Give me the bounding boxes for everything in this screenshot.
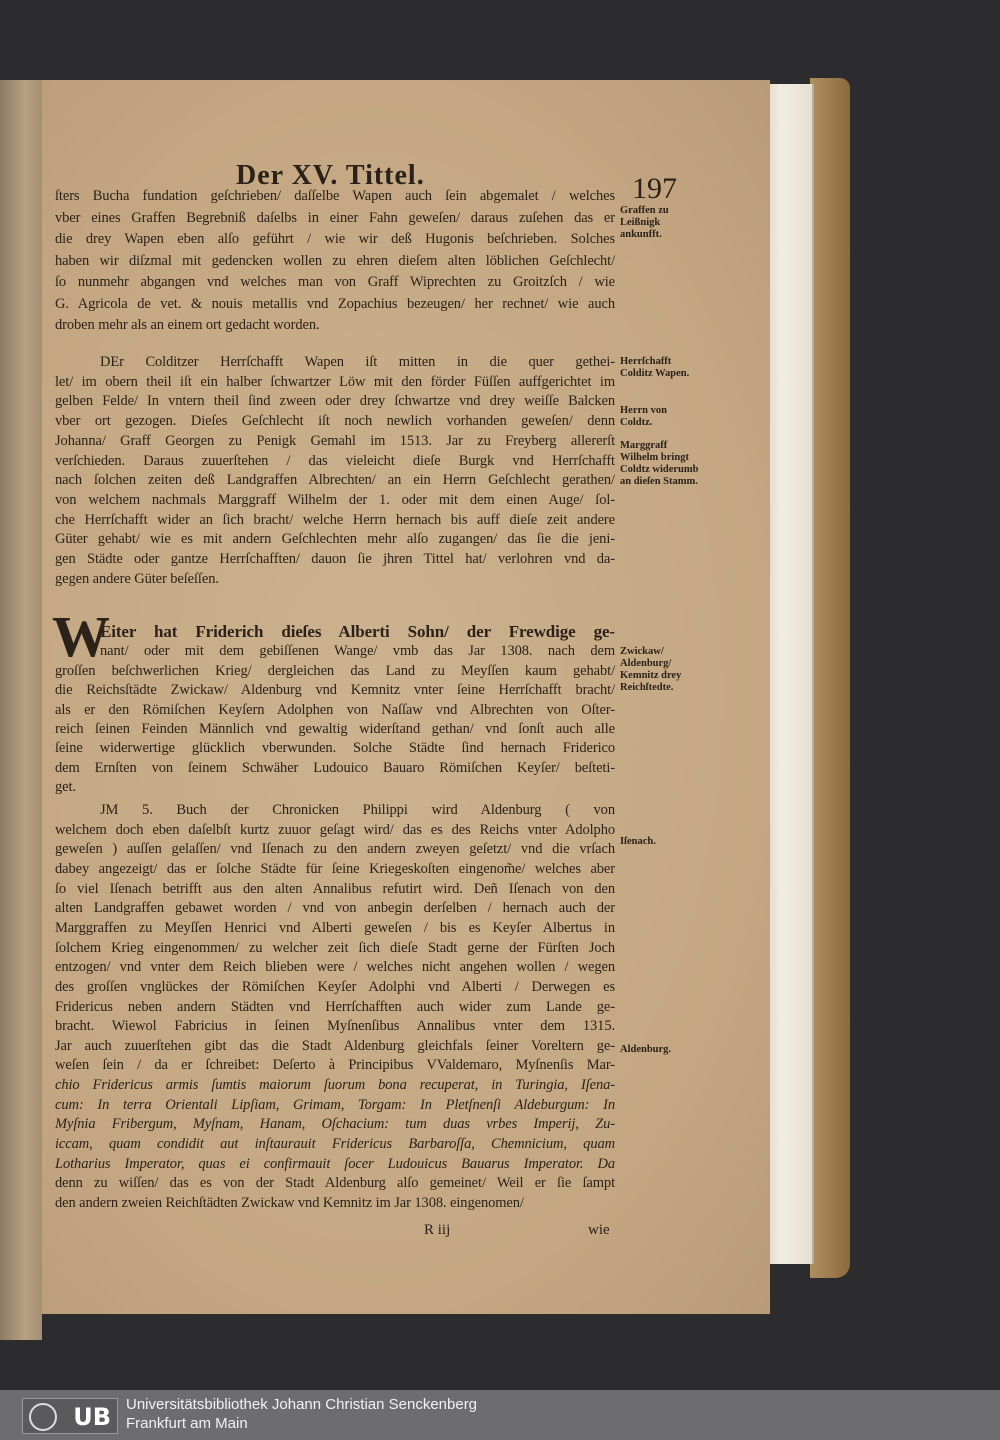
margin-note: Herrn von Coldtz. [620, 405, 667, 428]
margin-note: Herrſchafft Colditz Wapen. [620, 356, 690, 379]
text-line: G. Agricola de vet. & nouis metallis vnd Zopachius bezeugen/ her rechnet/ wie auch [55, 295, 615, 312]
text-line: als er den Römiſchen Keyſern Adolphen von Naſſaw vnd Albrechten von Oſter- [55, 701, 615, 718]
text-line: verſchieden. Daraus zuuerſtehen / das vieleicht dieſe Burgk vnd Herrſchafft [55, 452, 615, 469]
text-line: des groſſen vnglückes der Römiſchen Keyſer Adolphi vnd Alberti / Derwegen es [55, 978, 615, 995]
text-line: Eiter hat Friderich dieſes Alberti Sohn/ der Frewdige ge- [100, 622, 615, 641]
text-line: DEr Colditzer Herrſchafft Wapen iſt mitten in die quer gethei- [100, 354, 615, 370]
drop-cap: W [52, 604, 110, 669]
text-line: gegen andere Güter beſeſſen. [55, 570, 219, 587]
text-line: Jar auch zuuerſtehen gibt das die Stadt Aldenburg gleichfals ſeiner Voreltern ge- [55, 1037, 615, 1054]
text-line: get. [55, 779, 76, 796]
library-name: Universitätsbibliothek Johann Christian Senckenberg [126, 1396, 478, 1413]
text-line: nach ſolchen zeiten deß Landgraffen Albrechten/ an ein Herrn Geſchlecht gerathen/ [55, 472, 615, 489]
text-line: iccam, quam condidit aut inſtaurauit Fridericus Barbaroſſa, Chemnicium, quam [55, 1136, 615, 1153]
text-line: chio Fridericus armis ſumtis maiorum ſuorum bona recuperat, in Turingia, Iſena- [55, 1077, 615, 1094]
book-cover-edge [810, 78, 850, 1278]
text-line: den andern zweien Reichſtädten Zwickaw vnd Kemnitz im Jar 1308. eingenomen/ [55, 1195, 524, 1211]
text-line: Marggraffen zu Meyſſen Henrici vnd Alberti geweſen / bis es Keyſer Albertus in [55, 919, 615, 936]
text-line: cum: In terra Orientali Lipſiam, Grimam, Torgam: In Pletſnenſi Aldeburgum: In [55, 1096, 615, 1113]
text-line: entzogen/ vnd vnter dem Reich blieben were / welches nicht angehen wollen / wegen [55, 959, 615, 976]
text-line: Myſnia Fribergum, Myſnam, Hanam, Oſchacium: tum duas vrbes Imperij, Zu- [55, 1116, 615, 1133]
text-line: ſo viel Iſenach betrifft aus den alten Annalibus refutirt wird. Deñ Iſenach von den [55, 880, 615, 897]
library-city: Frankfurt am Main [126, 1415, 248, 1432]
previous-page-edge [0, 80, 42, 1340]
catchword: wie [588, 1222, 610, 1238]
text-line: alten Landgraffen gebawet worden / vnd von anbegin derſelben / hernach auch der [55, 900, 615, 917]
text-line: bracht. Wiewol Fabricius in ſeinen Myſnenſibus Annalibus vnter dem 1315. [55, 1018, 615, 1035]
margin-note: Aldenburg. [620, 1044, 672, 1055]
text-line: ſeine widerwertige glücklich vberwunden. Solche Städte ſind hernach Friderico [55, 740, 615, 757]
text-line: nant/ oder mit dem gebiſſenen Wange/ vmb das Jar 1308. nach dem [100, 643, 615, 660]
text-line: groſſen beſchwerlichen Krieg/ dergleichen das Land zu Meyſſen kaum gehabt/ [55, 662, 615, 679]
text-line: von welchem nachmals Marggraff Wilhelm der 1. oder mit dem einen Auge/ ſol- [55, 491, 615, 508]
text-line: Lotharius Imperator, quas ei confirmauit ſocer Ludouicus Bauarus Imperator. Da [55, 1155, 615, 1172]
text-line: let/ im obern theil iſt ein halber ſchwartzer Löw mit den förder Füſſen auffgerichtet im [55, 373, 615, 390]
text-line: JM 5. Buch der Chronicken Philippi wird Aldenburg ( von [100, 802, 615, 818]
text-line: dem Ernſten von ſeinem Schwäher Ludouico Bauaro Römiſchen Keyſer/ beſteti- [55, 759, 615, 776]
text-line: ſters Bucha fundation geſchrieben/ daſſelbe Wapen auch ſein abgemalet / welches [55, 188, 615, 204]
margin-note: Iſenach. [620, 836, 656, 847]
text-line: die drey Wapen eben alſo geführt / wie wir deß Hugonis beſchrieben. Solches [55, 231, 615, 247]
text-line: haben wir diſzmal mit gedencken wollen zu ehren dieſem alten löblichen Geſchlecht/ [55, 252, 615, 269]
text-line: Johanna/ Graff Georgen zu Penigk Gemahl im 1513. Jar zu Freyberg allererſt [55, 432, 615, 449]
seal-icon [29, 1403, 57, 1431]
running-title: Der XV. Tittel. [236, 160, 425, 191]
margin-note: Zwickaw/ Aldenburg/ Kemnitz drey Reichſtedte. [620, 646, 682, 693]
text-line: die Reichsſtädte Zwickaw/ Aldenburg vnd Kemnitz vnter ſeine Herrſchafft bracht/ [55, 682, 615, 699]
signature-mark: R iij [424, 1222, 451, 1238]
margin-note: Marggraff Wilhelm bringt Coldtz widerumb an dieſen Stamm. [620, 440, 699, 487]
text-line: vber ort gezogen. Dieſes Geſchlecht iſt noch newlich vorhanden geweſen/ denn [55, 413, 615, 430]
text-line: che Herrſchafft wider an ſich bracht/ welche Herrn hernach bis auff dieſe zeit andere [55, 511, 615, 528]
text-line: ſo nunmehr abgangen vnd welches man von Graff Wiprechten zu Groitzſch / wie [55, 274, 615, 290]
logo-text: UB [73, 1403, 111, 1431]
margin-note: Graffen zu Leißnigk ankunfft. [620, 205, 669, 240]
text-line: reich ſeinen Feinden Männlich vnd gewaltig widerſtand gethan/ vnd ſonſt auch alle [55, 721, 615, 737]
library-logo[interactable] [22, 1398, 118, 1434]
text-line: droben mehr als an einem ort gedacht worden. [55, 317, 320, 333]
text-line: Güter gehabt/ wie es mit andern Geſchlechten mehr alſo zugangen/ das ſie die jeni- [55, 531, 615, 548]
text-line: vber eines Graffen Begrebniß daſelbs in einer Fahn geweſen/ daraus zuſehen das er [55, 209, 615, 226]
text-line: gelben Felde/ In vntern theil ſind zween oder drey ſchwartze vnd drey weiſſe Balcken [55, 393, 615, 410]
text-line: dabey angezeigt/ das er ſolche Städte für ſeine Kriegeskoſten eingenom̃e/ welches aber [55, 860, 615, 877]
text-line: denn zu wiſſen/ das es von der Stadt Aldenburg alſo gemeinet/ Weil er ſie ſampt [55, 1175, 615, 1192]
text-line: weſen ſein / da er ſchreibet: Deſerto à Principibus VValdemaro, Myſnenſis Mar- [55, 1057, 615, 1074]
text-line: geweſen ) auſſen gelaſſen/ vnd Iſenach zu den andern zweyen geſetzt/ vnd die vrſach [55, 841, 615, 858]
text-line: ſolchem Krieg eingenommen/ zu welcher zeit ſich dieſe Stadt gerne der Fürſten Joch [55, 939, 615, 956]
page-number: 197 [632, 172, 677, 205]
text-line: welchem doch eben daſelbſt kurtz zuuor geſagt wird/ das es des Reichs vnter Adolpho [55, 821, 615, 838]
text-line: Fridericus neben andern Städten vnd Herrſchafften auch wider zum Lande ge- [55, 998, 615, 1015]
text-line: gen Städte oder gantze Herrſchafften/ dauon ſie jhren Tittel hat/ verlohren vnd da- [55, 551, 615, 567]
